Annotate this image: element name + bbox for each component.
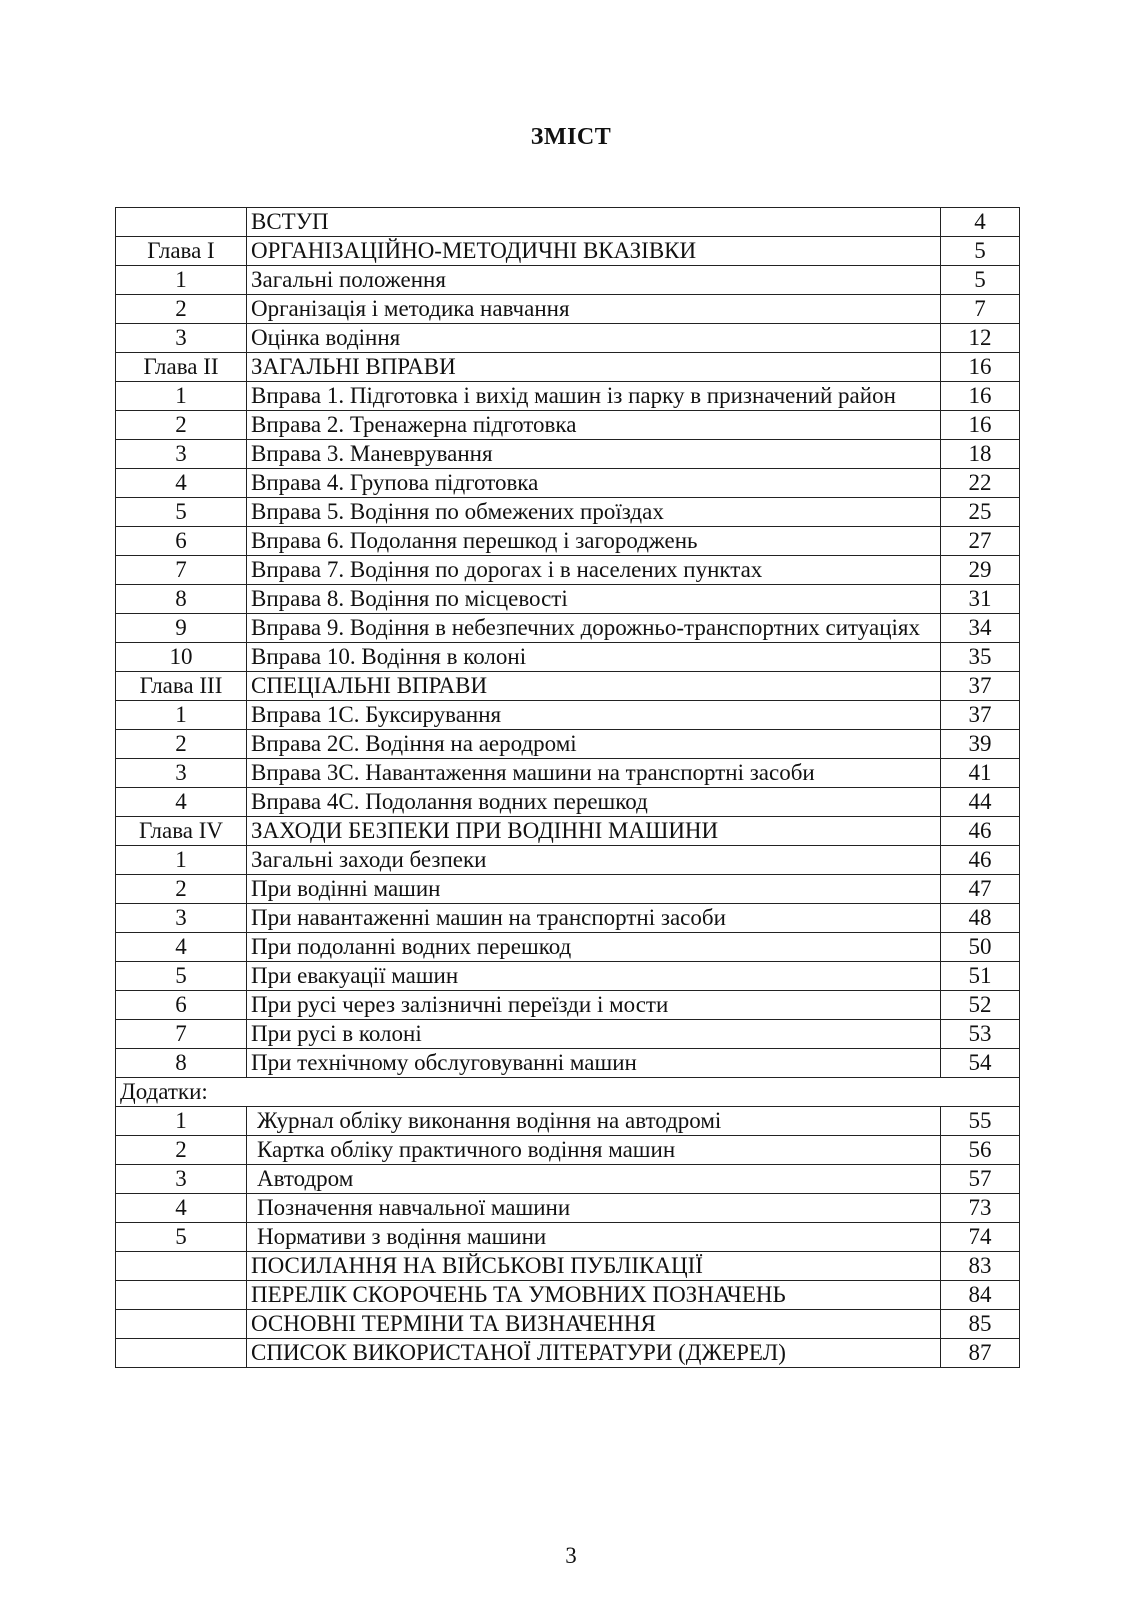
entry-number: 3 [116,324,247,353]
entry-title: СПЕЦІАЛЬНІ ВПРАВИ [247,672,941,701]
entry-title: Вправа 6. Подолання перешкод і загороджень [247,527,941,556]
entry-title: При навантаженні машин на транспортні засоби [247,904,941,933]
entry-page: 12 [941,324,1020,353]
entry-title: Вправа 1. Підготовка і вихід машин із парку в призначений район [247,382,941,411]
entry-number: 7 [116,556,247,585]
entry-number: 1 [116,701,247,730]
entry-page: 27 [941,527,1020,556]
entry-title: Вправа 1С. Буксирування [247,701,941,730]
entry-page: 31 [941,585,1020,614]
entry-title: СПИСОК ВИКОРИСТАНОЇ ЛІТЕРАТУРИ (ДЖЕРЕЛ) [247,1339,941,1368]
entry-title: Вправа 9. Водіння в небезпечних дорожньо-транспортних ситуаціях [247,614,941,643]
entry-page: 44 [941,788,1020,817]
entry-page: 46 [941,817,1020,846]
entry-page: 53 [941,1020,1020,1049]
entry-page: 22 [941,469,1020,498]
table-row [116,585,1020,614]
entry-title: Журнал обліку виконання водіння на автодромі [247,1107,941,1136]
entry-number: 5 [116,962,247,991]
appendix-header-row [116,1078,1020,1107]
appendix-header: Додатки: [116,1078,1020,1107]
table-row [116,382,1020,411]
entry-page: 52 [941,991,1020,1020]
entry-page: 16 [941,353,1020,382]
table-row [116,730,1020,759]
entry-title: Загальні заходи безпеки [247,846,941,875]
table-row [116,962,1020,991]
entry-page: 57 [941,1165,1020,1194]
entry-number: 10 [116,643,247,672]
entry-title: Організація і методика навчання [247,295,941,324]
entry-number: 8 [116,1049,247,1078]
table-row [116,411,1020,440]
entry-title: Вправа 2С. Водіння на аеродромі [247,730,941,759]
entry-page: 51 [941,962,1020,991]
entry-title: ЗАГАЛЬНІ ВПРАВИ [247,353,941,382]
table-row [116,1194,1020,1223]
entry-title: Автодром [247,1165,941,1194]
table-row [116,846,1020,875]
entry-page: 83 [941,1252,1020,1281]
entry-title: Вправа 5. Водіння по обмежених проїздах [247,498,941,527]
table-row [116,875,1020,904]
table-of-contents [115,207,1020,1368]
entry-page: 39 [941,730,1020,759]
table-row [116,1252,1020,1281]
entry-number: 4 [116,788,247,817]
entry-title: При водінні машин [247,875,941,904]
entry-page: 47 [941,875,1020,904]
table-row [116,353,1020,382]
table-row [116,672,1020,701]
entry-number: 3 [116,759,247,788]
entry-title: Загальні положення [247,266,941,295]
entry-number: Глава IV [116,817,247,846]
entry-page: 35 [941,643,1020,672]
entry-page: 29 [941,556,1020,585]
entry-title: ОРГАНІЗАЦІЙНО-МЕТОДИЧНІ ВКАЗІВКИ [247,237,941,266]
page-number: 3 [565,1543,577,1568]
table-row [116,817,1020,846]
entry-number: 1 [116,1107,247,1136]
entry-title: ЗАХОДИ БЕЗПЕКИ ПРИ ВОДІННІ МАШИНИ [247,817,941,846]
entry-number: 4 [116,1194,247,1223]
entry-title: Вправа 4С. Подолання водних перешкод [247,788,941,817]
entry-title: При русі через залізничні переїзди і мости [247,991,941,1020]
entry-number: 1 [116,266,247,295]
entry-title: ПЕРЕЛІК СКОРОЧЕНЬ ТА УМОВНИХ ПОЗНАЧЕНЬ [247,1281,941,1310]
entry-title: При русі в колоні [247,1020,941,1049]
entry-title: При технічному обслуговуванні машин [247,1049,941,1078]
entry-number: 6 [116,991,247,1020]
entry-number: 2 [116,730,247,759]
entry-page: 55 [941,1107,1020,1136]
table-row [116,295,1020,324]
entry-number: 6 [116,527,247,556]
table-row [116,1165,1020,1194]
entry-page: 85 [941,1310,1020,1339]
entry-number: 9 [116,614,247,643]
entry-number [116,1281,247,1310]
entry-number: 1 [116,846,247,875]
table-row [116,1020,1020,1049]
table-row [116,1107,1020,1136]
entry-title: ПОСИЛАННЯ НА ВІЙСЬКОВІ ПУБЛІКАЦІЇ [247,1252,941,1281]
table-row [116,1310,1020,1339]
entry-page: 37 [941,701,1020,730]
entry-number: 2 [116,295,247,324]
entry-page: 5 [941,237,1020,266]
table-row [116,266,1020,295]
entry-page: 48 [941,904,1020,933]
entry-number: 1 [116,382,247,411]
entry-title: ВСТУП [247,208,941,237]
entry-number: 3 [116,904,247,933]
table-row [116,759,1020,788]
entry-page: 84 [941,1281,1020,1310]
entry-number [116,1339,247,1368]
entry-number: 5 [116,1223,247,1252]
table-row [116,527,1020,556]
entry-page: 87 [941,1339,1020,1368]
entry-page: 18 [941,440,1020,469]
table-row [116,440,1020,469]
entry-title: Вправа 8. Водіння по місцевості [247,585,941,614]
table-row [116,1049,1020,1078]
entry-page: 46 [941,846,1020,875]
entry-page: 50 [941,933,1020,962]
entry-number: Глава III [116,672,247,701]
entry-page: 41 [941,759,1020,788]
entry-title: Вправа 2. Тренажерна підготовка [247,411,941,440]
entry-page: 25 [941,498,1020,527]
table-row [116,208,1020,237]
entry-title: Вправа 7. Водіння по дорогах і в населених пунктах [247,556,941,585]
entry-number: 4 [116,469,247,498]
entry-number: 7 [116,1020,247,1049]
table-row [116,469,1020,498]
table-row [116,643,1020,672]
entry-number: Глава II [116,353,247,382]
table-row [116,991,1020,1020]
entry-title: Оцінка водіння [247,324,941,353]
entry-page: 54 [941,1049,1020,1078]
entry-page: 73 [941,1194,1020,1223]
table-row [116,324,1020,353]
entry-page: 37 [941,672,1020,701]
entry-number: 5 [116,498,247,527]
page-title: ЗМІСТ [530,124,612,150]
entry-number [116,1252,247,1281]
table-row [116,904,1020,933]
entry-title: Вправа 3С. Навантаження машини на транспортні засоби [247,759,941,788]
table-row [116,614,1020,643]
entry-number: 2 [116,411,247,440]
entry-title: Вправа 3. Маневрування [247,440,941,469]
entry-title: При подоланні водних перешкод [247,933,941,962]
entry-title: Нормативи з водіння машини [247,1223,941,1252]
table-row [116,1136,1020,1165]
entry-page: 16 [941,382,1020,411]
entry-page: 74 [941,1223,1020,1252]
entry-number [116,208,247,237]
entry-number: Глава I [116,237,247,266]
entry-title: Картка обліку практичного водіння машин [247,1136,941,1165]
entry-page: 7 [941,295,1020,324]
entry-title: ОСНОВНІ ТЕРМІНИ ТА ВИЗНАЧЕННЯ [247,1310,941,1339]
table-row [116,1281,1020,1310]
entry-title: Позначення навчальної машини [247,1194,941,1223]
entry-page: 4 [941,208,1020,237]
table-row [116,237,1020,266]
entry-title: Вправа 4. Групова підготовка [247,469,941,498]
entry-number: 8 [116,585,247,614]
table-row [116,788,1020,817]
table-row [116,1339,1020,1368]
entry-number: 4 [116,933,247,962]
table-row [116,933,1020,962]
entry-title: При евакуації машин [247,962,941,991]
entry-title: Вправа 10. Водіння в колоні [247,643,941,672]
table-row [116,556,1020,585]
entry-page: 56 [941,1136,1020,1165]
entry-page: 5 [941,266,1020,295]
entry-number: 3 [116,1165,247,1194]
table-row [116,701,1020,730]
entry-number [116,1310,247,1339]
table-row [116,498,1020,527]
entry-page: 34 [941,614,1020,643]
entry-number: 2 [116,1136,247,1165]
entry-number: 2 [116,875,247,904]
entry-page: 16 [941,411,1020,440]
entry-number: 3 [116,440,247,469]
table-row [116,1223,1020,1252]
